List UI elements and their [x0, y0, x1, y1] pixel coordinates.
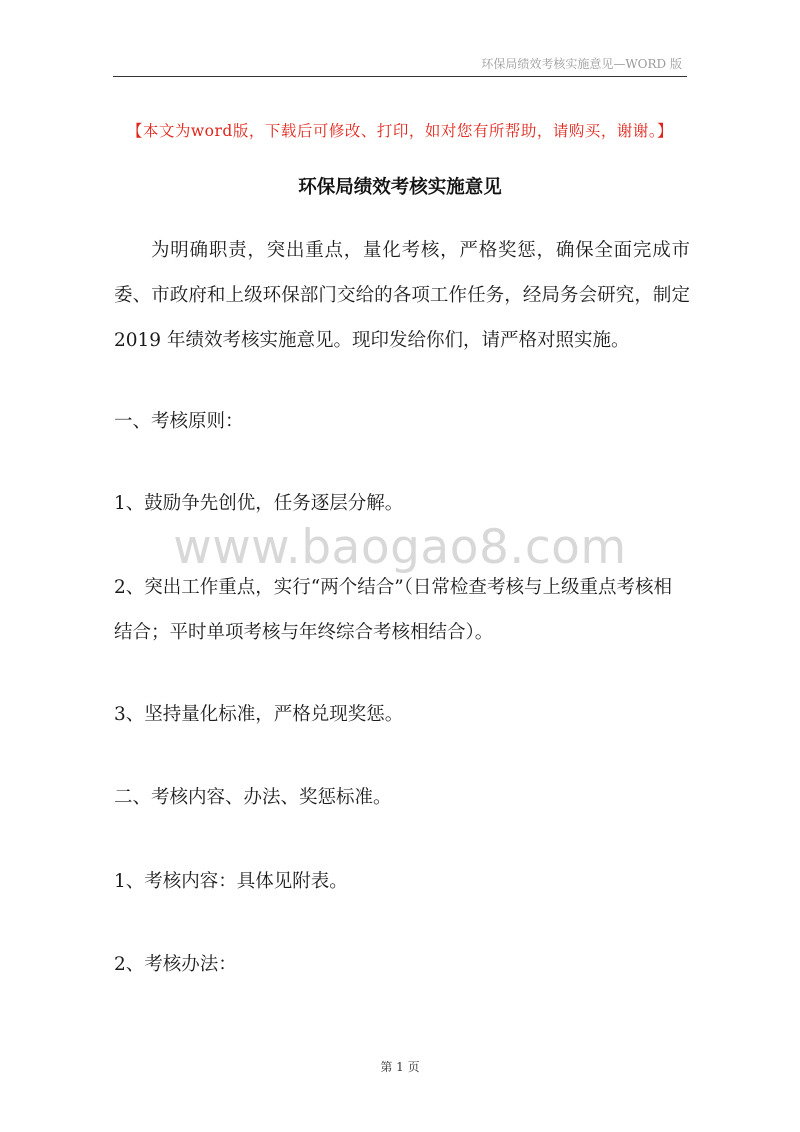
purchase-notice: 【本文为word版，下载后可修改、打印，如对您有所帮助，请购买，谢谢。】	[126, 122, 674, 140]
header-divider	[113, 76, 687, 77]
principle-item-2: 2、突出工作重点，实行“两个结合”（日常检查考核与上级重点考核相结合；平时单项考核与年终综合考核相结合）。	[114, 577, 672, 643]
section-heading-principles: 一、考核原则：	[114, 411, 244, 432]
content-item-1: 1、考核内容：具体见附表。	[114, 871, 348, 892]
content-item-2: 2、考核办法：	[114, 954, 237, 975]
principle-item-3: 3、坚持量化标准，严格兑现奖惩。	[114, 704, 404, 725]
document-title: 环保局绩效考核实施意见	[298, 177, 502, 198]
page-header-text: 环保局绩效考核实施意见—WORD 版	[481, 57, 682, 71]
principle-item-1: 1、鼓励争先创优，任务逐层分解。	[114, 493, 404, 514]
section-heading-content: 二、考核内容、办法、奖惩标准。	[114, 787, 392, 808]
watermark-text: www.baogao8.com	[173, 520, 627, 575]
intro-paragraph: 为明确职责，突出重点，量化考核，严格奖惩，确保全面完成市委、市政府和上级环保部门交给的各项工作任务，经局务会研究，制定 2019 年绩效考核实施意见。现印发给你们，请严格对照实施。	[114, 240, 690, 351]
page-number: 第 1 页	[380, 1060, 420, 1074]
